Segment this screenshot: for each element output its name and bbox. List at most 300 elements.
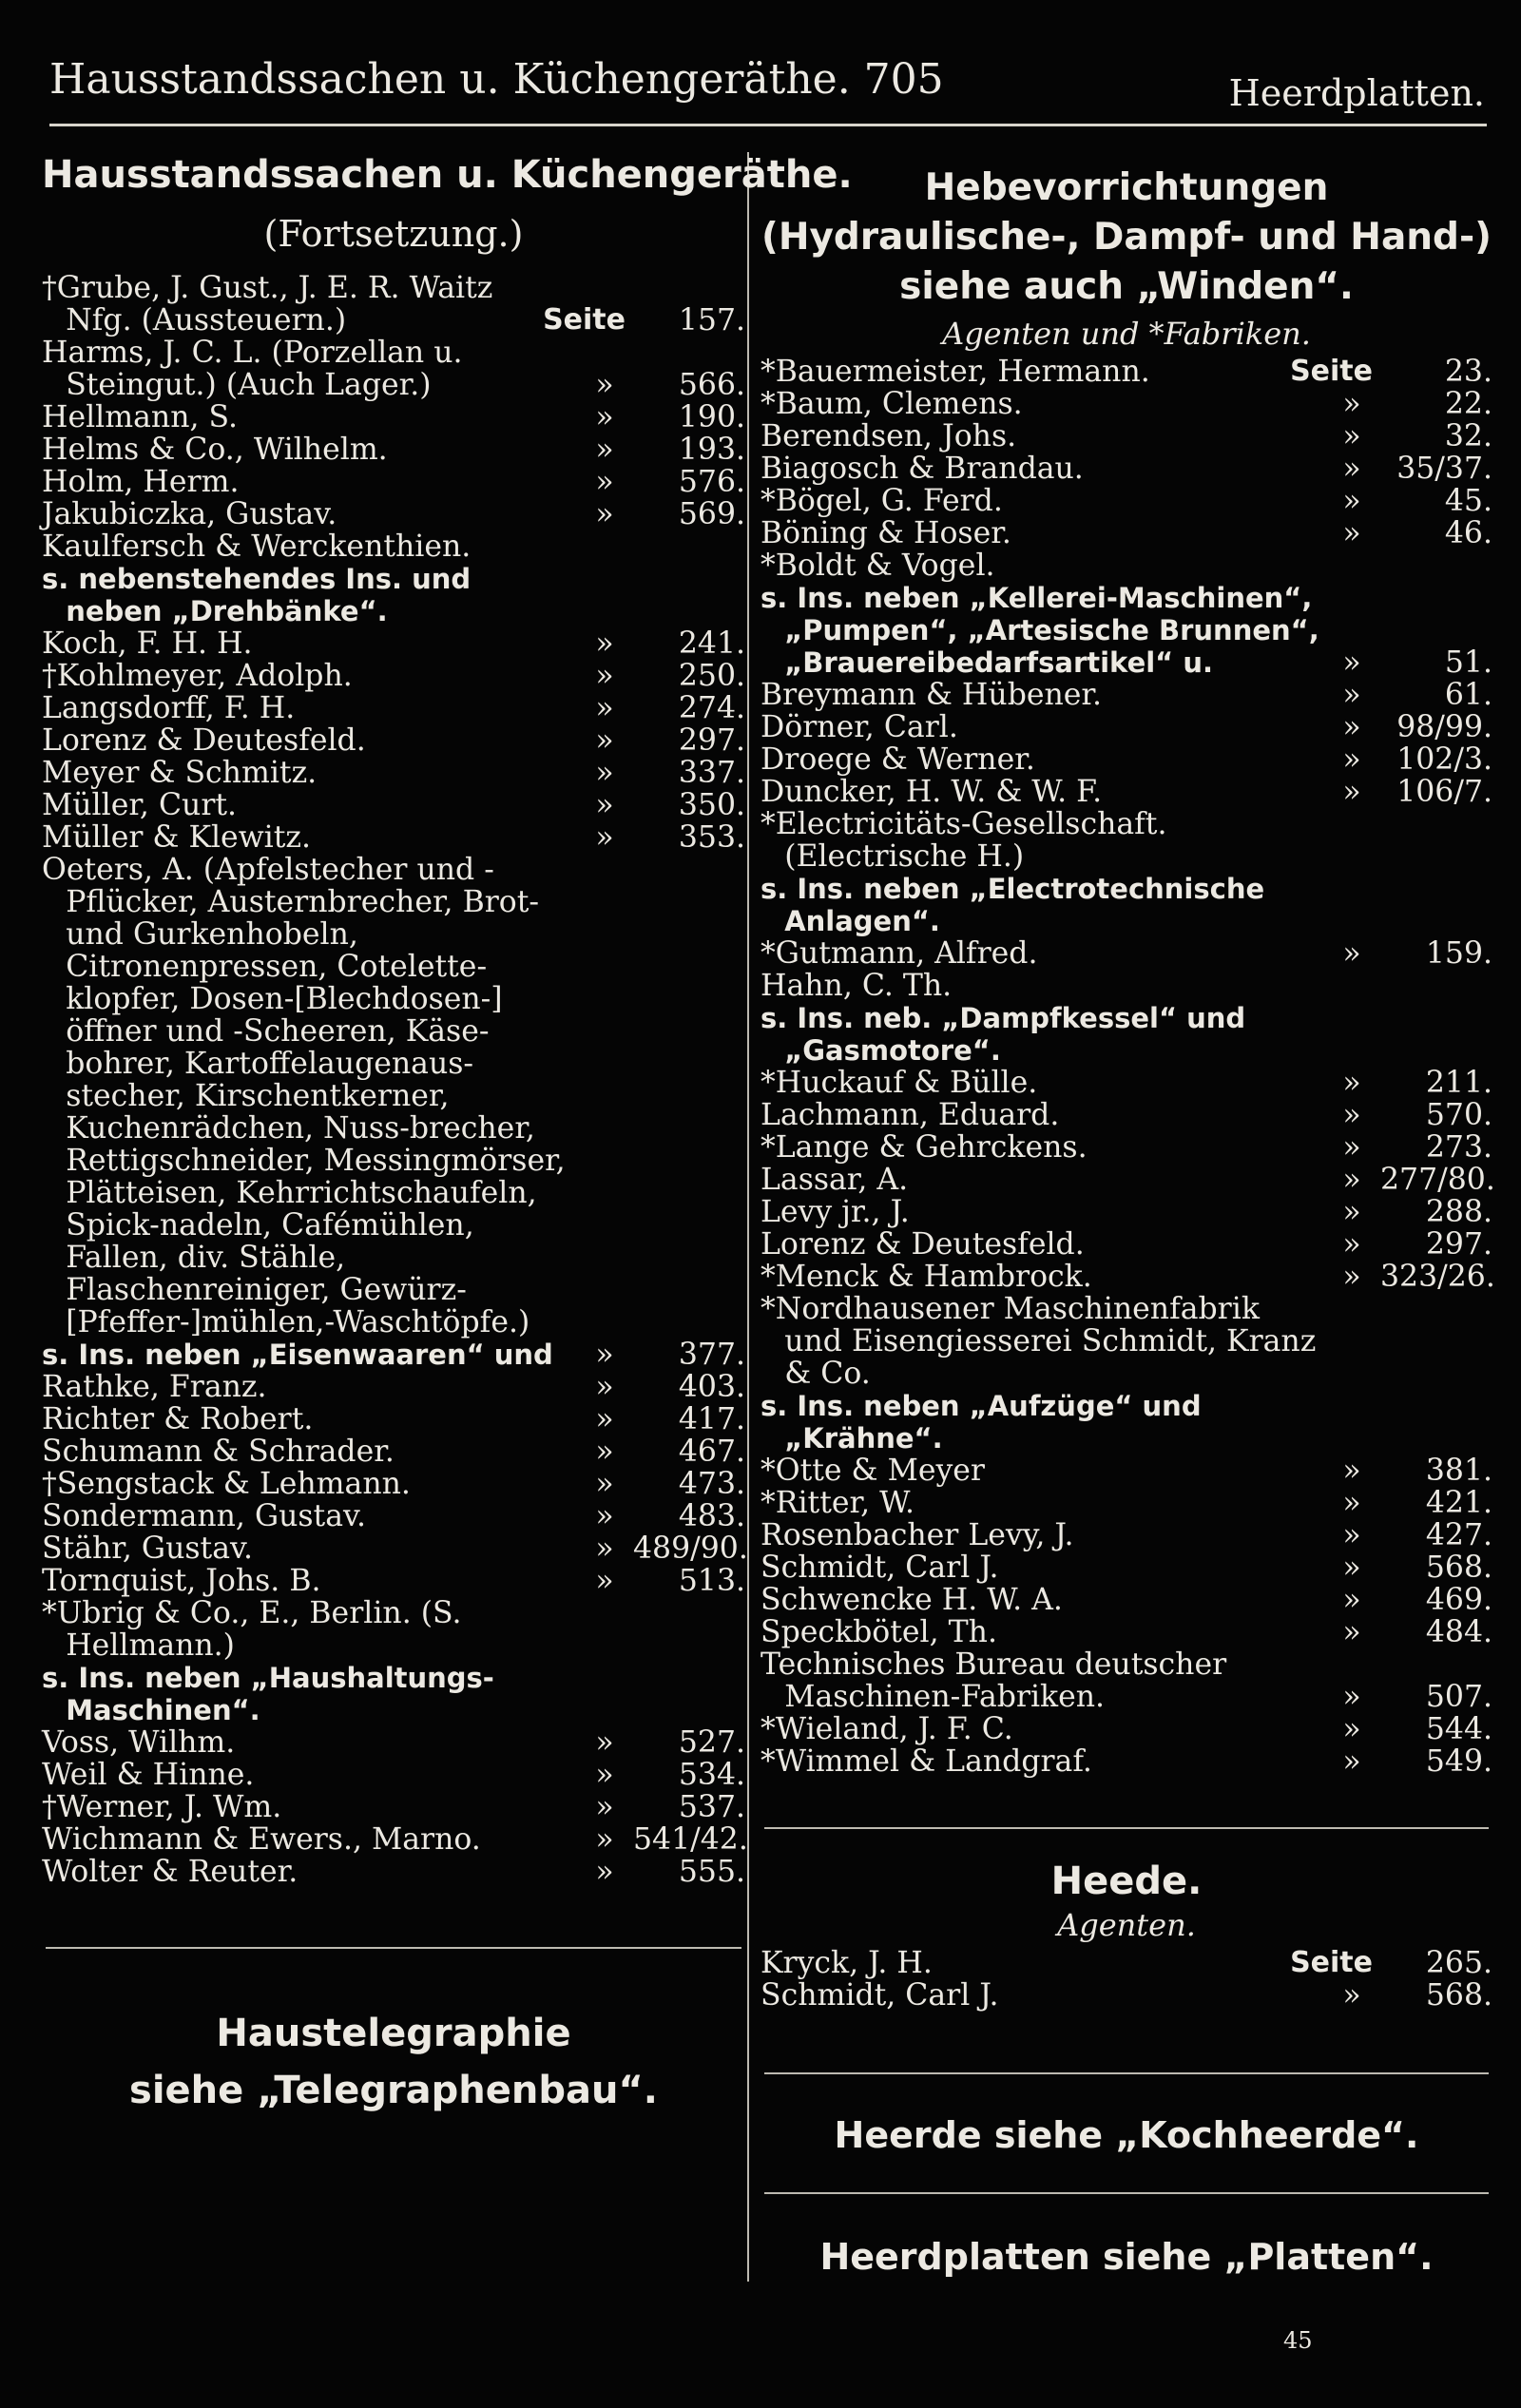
index-entry bbox=[760, 1519, 1492, 1551]
entry-page-number: 23. bbox=[1444, 355, 1492, 389]
entry-firm: Sondermann, Gustav. bbox=[42, 1499, 367, 1533]
entry-page-mark: » bbox=[595, 1822, 614, 1857]
entry-firm: Holm, Herm. bbox=[42, 465, 240, 499]
entry-page-number: 513. bbox=[678, 1564, 745, 1598]
entry-name bbox=[760, 1745, 1323, 1778]
entry-page-mark: » bbox=[1342, 1454, 1361, 1488]
entry-page-number: 541/42. bbox=[633, 1822, 748, 1857]
entry-page-number: 507. bbox=[1425, 1680, 1492, 1714]
index-entry bbox=[760, 711, 1492, 743]
index-entry bbox=[760, 420, 1492, 453]
entry-firm: *Huckauf & Bülle. bbox=[760, 1066, 1038, 1100]
index-entry bbox=[42, 1531, 748, 1566]
entry-firm: Lachmann, Eduard. bbox=[760, 1098, 1060, 1132]
index-entry bbox=[760, 1260, 1495, 1294]
index-entry bbox=[760, 1979, 1492, 2012]
entry-firm: *Otte & Meyer bbox=[760, 1454, 985, 1488]
entry-page-number: 288. bbox=[1425, 1195, 1492, 1229]
entry-name bbox=[760, 1519, 1323, 1551]
index-entry bbox=[760, 1196, 1492, 1228]
running-header bbox=[49, 55, 1485, 118]
index-entry bbox=[760, 1163, 1495, 1197]
entry-page-number: 483. bbox=[678, 1499, 745, 1533]
entry-page-mark: » bbox=[1342, 516, 1361, 550]
entry-cross-reference: s. nebenstehendes Ins. und neben „Drehbänke“. bbox=[42, 563, 472, 627]
entry-page-number: 32. bbox=[1444, 419, 1492, 453]
column-divider bbox=[747, 152, 749, 2282]
entry-page-mark: » bbox=[1342, 1098, 1361, 1132]
entry-name bbox=[42, 1565, 576, 1597]
index-entry bbox=[42, 530, 745, 627]
index-entry bbox=[760, 1551, 1492, 1584]
entry-page-mark: Seite bbox=[1290, 355, 1373, 388]
index-entry bbox=[42, 466, 745, 498]
entry-page-number: 297. bbox=[1425, 1227, 1492, 1262]
entry-page-number: 353. bbox=[678, 820, 745, 855]
entry-page-mark: » bbox=[1342, 1744, 1361, 1779]
index-entry bbox=[760, 1454, 1492, 1487]
heerdplatten-ref: Heerdplatten siehe „Platten“. bbox=[819, 2236, 1434, 2278]
index-entry bbox=[42, 821, 745, 854]
entry-page-mark: » bbox=[1342, 710, 1361, 744]
index-entry bbox=[42, 272, 745, 337]
index-entry bbox=[760, 970, 1492, 1067]
entry-page-mark: » bbox=[595, 1855, 614, 1889]
entry-name bbox=[42, 627, 576, 660]
entry-name bbox=[42, 789, 576, 821]
section-title-haustelegraphie: Haustelegraphie bbox=[216, 2012, 571, 2055]
index-entry bbox=[760, 356, 1492, 388]
entry-name bbox=[42, 433, 576, 466]
entry-page-number: 51. bbox=[1444, 645, 1492, 680]
entry-page-mark: » bbox=[595, 659, 614, 693]
entry-page-mark: » bbox=[1342, 1260, 1361, 1294]
entry-page-number: 537. bbox=[678, 1790, 745, 1824]
entry-page-number: 22. bbox=[1444, 387, 1492, 421]
index-entry bbox=[760, 1648, 1492, 1713]
entry-name bbox=[760, 1616, 1323, 1648]
entry-name bbox=[760, 1067, 1323, 1099]
index-entry bbox=[42, 1856, 745, 1888]
entry-page-number: 35/37. bbox=[1396, 452, 1492, 486]
entry-name bbox=[42, 1791, 576, 1823]
section-title-hausstandssachen: Hausstandssachen u. Küchengeräthe. bbox=[42, 153, 853, 197]
entry-name bbox=[760, 808, 1323, 937]
entry-firm: Schmidt, Carl J. bbox=[760, 1978, 999, 2013]
entry-page-number: 106/7. bbox=[1396, 775, 1492, 809]
entry-page-number: 211. bbox=[1425, 1066, 1492, 1100]
index-entry bbox=[760, 937, 1492, 970]
entry-name bbox=[760, 1947, 1282, 1979]
entry-name bbox=[42, 1468, 576, 1500]
entry-cross-reference: s. Ins. neben „Eisenwaaren“ und bbox=[42, 1339, 553, 1371]
entry-firm: Schmidt, Carl J. bbox=[760, 1551, 999, 1585]
entry-firm: Wichmann & Ewers., Marno. bbox=[42, 1822, 481, 1857]
index-entry bbox=[42, 1371, 745, 1403]
entry-firm: Levy jr., J. bbox=[760, 1195, 910, 1229]
entry-cross-reference: s. Ins. neben „Haushaltungs-Maschinen“. bbox=[42, 1662, 494, 1726]
entry-name bbox=[760, 1196, 1323, 1228]
entry-firm: *Nordhausener Maschinenfabrik und Eisengiesserei Schmidt, Kranz & Co. bbox=[760, 1292, 1317, 1391]
index-entry bbox=[760, 679, 1492, 711]
entry-firm: Jakubiczka, Gustav. bbox=[42, 497, 337, 531]
entry-page-mark: » bbox=[1342, 1615, 1361, 1649]
entry-firm: *Bögel, G. Ferd. bbox=[760, 484, 1003, 518]
entry-page-mark: » bbox=[595, 368, 614, 402]
entry-firm: Stähr, Gustav. bbox=[42, 1531, 254, 1566]
entry-firm: *Ritter, W. bbox=[760, 1486, 915, 1520]
index-entry bbox=[760, 1293, 1492, 1454]
entry-page-number: 265. bbox=[1425, 1946, 1492, 1980]
entry-firm: Weil & Hinne. bbox=[42, 1758, 255, 1792]
entry-page-number: 250. bbox=[678, 659, 745, 693]
entry-name bbox=[760, 970, 1323, 1067]
entry-name bbox=[760, 1454, 1323, 1487]
entry-page-mark: » bbox=[1342, 452, 1361, 486]
entry-name bbox=[760, 388, 1323, 420]
entry-firm: *Boldt & Vogel. bbox=[760, 549, 995, 583]
entry-name bbox=[42, 401, 576, 433]
entry-page-number: 277/80. bbox=[1380, 1163, 1495, 1197]
entry-page-number: 241. bbox=[678, 626, 745, 661]
entry-firm: Kryck, J. H. bbox=[760, 1946, 933, 1980]
entry-name bbox=[760, 1487, 1323, 1519]
entry-firm: Lorenz & Deutesfeld. bbox=[42, 723, 366, 758]
entry-firm: Speckbötel, Th. bbox=[760, 1615, 997, 1649]
entry-name bbox=[42, 466, 576, 498]
entry-firm: Lassar, A. bbox=[760, 1163, 909, 1197]
entry-page-mark: » bbox=[1342, 1130, 1361, 1165]
entry-page-number: 337. bbox=[678, 756, 745, 790]
index-entry bbox=[760, 517, 1492, 549]
entry-cross-reference: s. Ins. neb. „Dampfkessel“ und „Gasmotore“. bbox=[760, 1002, 1246, 1067]
entry-name bbox=[760, 1713, 1323, 1745]
entry-firm: Meyer & Schmitz. bbox=[42, 756, 318, 790]
section-title-hebevorrichtungen-line3: siehe auch „Winden“. bbox=[899, 265, 1354, 308]
entry-page-number: 576. bbox=[678, 465, 745, 499]
entry-firm: Hahn, C. Th. bbox=[760, 969, 953, 1003]
entry-page-mark: » bbox=[1342, 1163, 1361, 1197]
entry-page-number: 157. bbox=[678, 303, 745, 337]
entry-page-number: 193. bbox=[678, 433, 745, 467]
entry-cross-reference: s. Ins. neben „Kellerei-Maschinen“, „Pumpen“, „Artesische Brunnen“, „Brauereibedarfsartikel“ u. bbox=[760, 582, 1319, 679]
entry-page-mark: Seite bbox=[1290, 1946, 1373, 1979]
entry-name bbox=[42, 337, 576, 401]
entry-page-number: 190. bbox=[678, 400, 745, 434]
entry-page-number: 98/99. bbox=[1396, 710, 1492, 744]
entry-page-mark: » bbox=[1342, 1518, 1361, 1552]
entry-page-number: 377. bbox=[678, 1338, 745, 1372]
index-entry bbox=[42, 401, 745, 433]
entry-firm: *Wieland, J. F. C. bbox=[760, 1712, 1013, 1746]
entry-page-mark: » bbox=[1342, 387, 1361, 421]
entry-page-number: 534. bbox=[678, 1758, 745, 1792]
entry-firm: Helms & Co., Wilhelm. bbox=[42, 433, 388, 467]
entry-page-mark: » bbox=[595, 756, 614, 790]
entry-name bbox=[760, 1261, 1323, 1293]
index-entry bbox=[760, 1487, 1492, 1519]
heerde-ref: Heerde siehe „Kochheerde“. bbox=[834, 2114, 1419, 2156]
entry-name bbox=[42, 1435, 576, 1468]
entry-page-mark: » bbox=[595, 465, 614, 499]
entry-page-mark: » bbox=[595, 400, 614, 434]
running-header-left: Hausstandssachen u. Küchengeräthe. 705 bbox=[49, 55, 944, 104]
entry-firm: Harms, J. C. L. (Porzellan u. Steingut.) (Auch Lager.) bbox=[42, 336, 463, 402]
entry-name bbox=[42, 1371, 576, 1403]
entry-name bbox=[760, 356, 1282, 388]
entry-firm: Schwencke H. W. A. bbox=[760, 1583, 1063, 1617]
entry-page-mark: » bbox=[595, 820, 614, 855]
index-entry bbox=[42, 1403, 745, 1435]
entry-page-number: 274. bbox=[678, 691, 745, 725]
entry-name bbox=[42, 1403, 576, 1435]
index-entry bbox=[760, 549, 1492, 679]
entry-page-number: 350. bbox=[678, 788, 745, 822]
entry-firm: Berendsen, Johs. bbox=[760, 419, 1017, 453]
entry-name bbox=[760, 1099, 1323, 1131]
entry-firm: Rosenbacher Levy, J. bbox=[760, 1518, 1074, 1552]
index-entry bbox=[42, 1435, 745, 1468]
entry-page-number: 568. bbox=[1425, 1978, 1492, 2013]
entry-firm: Müller, Curt. bbox=[42, 788, 238, 822]
entry-name bbox=[760, 1648, 1323, 1713]
section-title-hebevorrichtungen: Hebevorrichtungen bbox=[924, 166, 1329, 209]
entry-name bbox=[760, 517, 1323, 549]
entry-page-mark: » bbox=[1342, 678, 1361, 712]
entry-page-number: 527. bbox=[678, 1725, 745, 1760]
entry-page-mark: » bbox=[1342, 936, 1361, 971]
entry-name bbox=[760, 937, 1323, 970]
entry-name bbox=[42, 530, 576, 627]
entry-page-number: 473. bbox=[678, 1467, 745, 1501]
entry-firm: Langsdorff, F. H. bbox=[42, 691, 296, 725]
entry-firm: †Grube, J. Gust., J. E. R. Waitz Nfg. (Aussteuern.) bbox=[42, 271, 493, 337]
folio-number: 45 bbox=[1283, 2327, 1313, 2354]
entry-name bbox=[760, 549, 1323, 679]
entry-page-number: 323/26. bbox=[1380, 1260, 1495, 1294]
entry-page-number: 569. bbox=[678, 497, 745, 531]
entry-page-mark: » bbox=[1342, 775, 1361, 809]
entry-name bbox=[42, 660, 576, 692]
index-entry bbox=[42, 1759, 745, 1791]
entry-page-number: 489/90. bbox=[633, 1531, 748, 1566]
index-entry bbox=[760, 485, 1492, 517]
entry-name bbox=[760, 420, 1323, 453]
index-entry bbox=[42, 1468, 745, 1500]
index-entry bbox=[42, 1791, 745, 1823]
entry-page-mark: Seite bbox=[543, 303, 626, 337]
entry-name bbox=[42, 1759, 576, 1791]
entry-firm: Breymann & Hübener. bbox=[760, 678, 1103, 712]
entry-cross-reference: s. Ins. neben „Aufzüge“ und „Krähne“. bbox=[760, 1390, 1202, 1454]
entry-page-mark: » bbox=[1342, 1712, 1361, 1746]
entry-page-mark: » bbox=[1342, 1583, 1361, 1617]
index-entry bbox=[760, 1947, 1492, 1979]
index-entry bbox=[42, 1822, 748, 1857]
entry-name bbox=[42, 757, 576, 789]
index-entry bbox=[42, 627, 745, 660]
entry-page-number: 102/3. bbox=[1396, 742, 1492, 777]
entry-name bbox=[42, 821, 576, 854]
left-separator bbox=[46, 1947, 741, 1949]
entry-name bbox=[42, 498, 576, 530]
entry-page-mark: » bbox=[595, 1725, 614, 1760]
heede-entry-list bbox=[760, 1947, 1492, 2012]
index-entry bbox=[760, 1616, 1492, 1648]
entry-firm: Technisches Bureau deutscher Maschinen-Fabriken. bbox=[760, 1647, 1227, 1714]
entry-firm: Böning & Hoser. bbox=[760, 516, 1011, 550]
entry-page-number: 381. bbox=[1425, 1454, 1492, 1488]
index-entry bbox=[760, 776, 1492, 808]
entry-page-number: 484. bbox=[1425, 1615, 1492, 1649]
section-title-heede: Heede. bbox=[1050, 1859, 1203, 1903]
entry-page-mark: » bbox=[1342, 1978, 1361, 2013]
entry-firm: *Baum, Clemens. bbox=[760, 387, 1023, 421]
entry-page-number: 61. bbox=[1444, 678, 1492, 712]
section-title-hebevorrichtungen-line2: (Hydraulische-, Dampf- und Hand-) bbox=[761, 216, 1492, 259]
entry-name bbox=[760, 1164, 1323, 1196]
entry-name bbox=[760, 679, 1323, 711]
entry-firm: †Werner, J. Wm. bbox=[42, 1790, 282, 1824]
index-entry bbox=[42, 660, 745, 692]
entry-page-mark: » bbox=[595, 1338, 614, 1372]
entry-firm: *Wimmel & Landgraf. bbox=[760, 1744, 1092, 1779]
entry-firm: Lorenz & Deutesfeld. bbox=[760, 1227, 1085, 1262]
haustelegraphie-ref: siehe „Telegraphenbau“. bbox=[129, 2069, 658, 2112]
entry-firm: Duncker, H. W. & W. F. bbox=[760, 775, 1103, 809]
entry-name bbox=[42, 1823, 576, 1856]
entry-page-mark: » bbox=[595, 497, 614, 531]
index-entry bbox=[760, 1228, 1492, 1261]
index-entry bbox=[760, 453, 1492, 485]
index-entry bbox=[760, 1584, 1492, 1616]
entry-page-number: 45. bbox=[1444, 484, 1492, 518]
entry-page-number: 417. bbox=[678, 1402, 745, 1436]
entry-page-number: 273. bbox=[1425, 1130, 1492, 1165]
entry-page-number: 555. bbox=[678, 1855, 745, 1889]
entry-firm: Richter & Robert. bbox=[42, 1402, 314, 1436]
index-entry bbox=[760, 1067, 1492, 1099]
index-entry bbox=[42, 1726, 745, 1759]
entry-firm: Biagosch & Brandau. bbox=[760, 452, 1084, 486]
index-entry bbox=[760, 808, 1492, 937]
entry-page-number: 568. bbox=[1425, 1551, 1492, 1585]
index-entry bbox=[760, 1099, 1492, 1131]
entry-cross-reference: s. Ins. neben „Electrotechnische Anlagen“. bbox=[760, 873, 1265, 937]
entry-page-mark: » bbox=[1342, 1680, 1361, 1714]
right-column bbox=[760, 143, 1495, 2278]
entry-page-number: 159. bbox=[1425, 936, 1492, 971]
entry-page-mark: » bbox=[595, 1499, 614, 1533]
entry-page-number: 421. bbox=[1425, 1486, 1492, 1520]
entry-page-number: 297. bbox=[678, 723, 745, 758]
entry-name bbox=[42, 692, 576, 724]
entry-page-number: 403. bbox=[678, 1370, 745, 1404]
entry-name bbox=[42, 724, 576, 757]
entry-page-number: 427. bbox=[1425, 1518, 1492, 1552]
entry-page-number: 570. bbox=[1425, 1098, 1492, 1132]
entry-name bbox=[42, 1597, 576, 1726]
entry-firm: †Sengstack & Lehmann. bbox=[42, 1467, 411, 1501]
right-separator-3 bbox=[764, 2192, 1489, 2194]
left-entry-list bbox=[42, 271, 748, 1889]
entry-name bbox=[42, 854, 576, 1371]
right-separator-1 bbox=[764, 1827, 1489, 1829]
entry-page-number: 469. bbox=[1425, 1583, 1492, 1617]
entry-name bbox=[42, 1856, 576, 1888]
entry-page-mark: » bbox=[595, 1402, 614, 1436]
index-entry bbox=[42, 498, 745, 530]
entry-page-number: 467. bbox=[678, 1435, 745, 1469]
entry-firm: Müller & Klewitz. bbox=[42, 820, 312, 855]
entry-name bbox=[42, 1726, 576, 1759]
entry-firm: Dörner, Carl. bbox=[760, 710, 958, 744]
entry-firm: Hellmann, S. bbox=[42, 400, 238, 434]
index-entry bbox=[42, 724, 745, 757]
entry-name bbox=[760, 711, 1323, 743]
entry-page-mark: » bbox=[595, 433, 614, 467]
entry-firm: Wolter & Reuter. bbox=[42, 1855, 298, 1889]
entry-page-mark: » bbox=[1342, 484, 1361, 518]
section-subtitle-fortsetzung: (Fortsetzung.) bbox=[263, 213, 524, 255]
entry-page-mark: » bbox=[1342, 419, 1361, 453]
entry-name bbox=[760, 1131, 1323, 1164]
entry-page-mark: » bbox=[595, 1564, 614, 1598]
section-note-agenten-fabriken: Agenten und *Fabriken. bbox=[942, 316, 1311, 352]
entry-firm: *Lange & Gehrckens. bbox=[760, 1130, 1088, 1165]
entry-name bbox=[760, 1228, 1323, 1261]
entry-name bbox=[760, 1979, 1323, 2012]
entry-page-mark: » bbox=[595, 1467, 614, 1501]
index-entry bbox=[42, 1597, 745, 1726]
entry-name bbox=[760, 776, 1323, 808]
index-entry bbox=[42, 337, 745, 401]
entry-name bbox=[760, 1584, 1323, 1616]
index-entry bbox=[42, 1565, 745, 1597]
entry-page-mark: » bbox=[1342, 1195, 1361, 1229]
entry-firm: Droege & Werner. bbox=[760, 742, 1035, 777]
entry-firm: Koch, F. H. H. bbox=[42, 626, 253, 661]
entry-name bbox=[760, 743, 1323, 776]
entry-page-mark: » bbox=[1342, 742, 1361, 777]
entry-page-mark: » bbox=[595, 723, 614, 758]
entry-page-mark: » bbox=[595, 691, 614, 725]
entry-firm: Tornquist, Johs. B. bbox=[42, 1564, 321, 1598]
entry-firm: *Gutmann, Alfred. bbox=[760, 936, 1038, 971]
entry-firm: *Ubrig & Co., E., Berlin. (S. Hellmann.) bbox=[42, 1596, 462, 1663]
entry-page-number: 549. bbox=[1425, 1744, 1492, 1779]
section-note-agenten: Agenten. bbox=[1057, 1907, 1196, 1943]
entry-page-mark: » bbox=[595, 1370, 614, 1404]
right-entry-list bbox=[760, 355, 1495, 1779]
entry-page-mark: » bbox=[1342, 1486, 1361, 1520]
entry-firm: Kaulfersch & Werckenthien. bbox=[42, 530, 472, 564]
entry-name bbox=[760, 453, 1323, 485]
entry-name bbox=[42, 1532, 576, 1565]
entry-firm: †Kohlmeyer, Adolph. bbox=[42, 659, 353, 693]
index-entry bbox=[42, 1500, 745, 1532]
entry-firm: Voss, Wilhm. bbox=[42, 1725, 236, 1760]
entry-page-number: 46. bbox=[1444, 516, 1492, 550]
entry-firm: Schumann & Schrader. bbox=[42, 1435, 395, 1469]
entry-page-mark: » bbox=[595, 788, 614, 822]
entry-page-mark: » bbox=[595, 1435, 614, 1469]
index-entry bbox=[42, 692, 745, 724]
entry-page-mark: » bbox=[595, 1758, 614, 1792]
index-entry bbox=[42, 433, 745, 466]
entry-firm: Rathke, Franz. bbox=[42, 1370, 267, 1404]
header-rule bbox=[49, 124, 1487, 126]
